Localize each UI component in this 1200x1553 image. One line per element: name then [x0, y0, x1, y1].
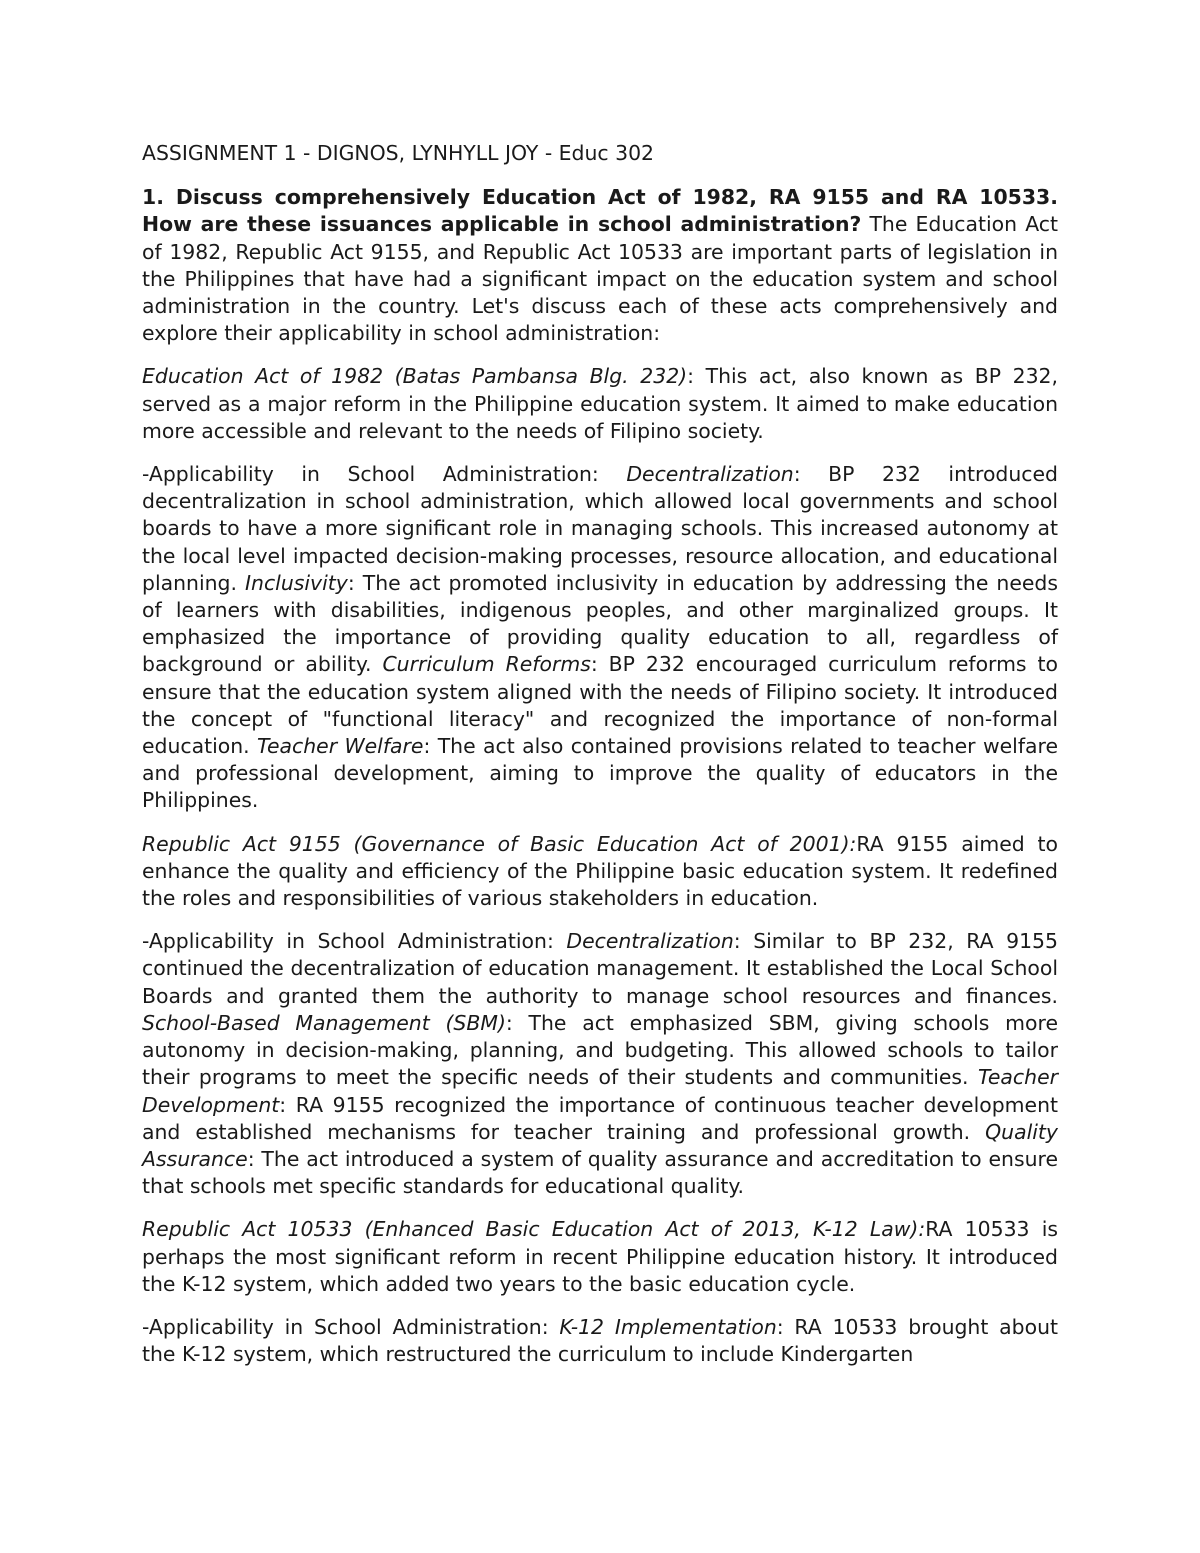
- ra9155-term-decentralization: Decentralization: [566, 929, 734, 954]
- ra9155-desc-sbm: : The act emphasized SBM, giving schools more autonomy in decision-making, planning, and budgeting. This allowed schools to tailor their programs to meet the specific needs of their students and communities.: [142, 1010, 1058, 1090]
- bp232-term-teacher-welfare: Teacher Welfare: [257, 734, 424, 759]
- bp232-desc-inclusivity: : The act promoted inclusivity in education by addressing the needs of learners with disabilities, indigenous peoples, and other marginalized groups. It emphasized the importance of providing quality education to all, regardless of background or ability.: [142, 570, 1058, 677]
- ra9155-paragraph: [142, 831, 1058, 913]
- ra9155-app-lead: -Applicability in School Administration:: [142, 929, 567, 954]
- ra9155-desc-decentralization: : Similar to BP 232, RA 9155 continued the decentralization of education management. It established the Local School Boards and granted them the authority to manage school resources and finances.: [142, 929, 1058, 1008]
- ra9155-term-sbm: School-Based Management (SBM): [142, 1010, 506, 1035]
- ra10533-app-lead: -Applicability in School Administration:: [142, 1314, 560, 1339]
- ra10533-text: RA 10533 is perhaps the most significant reform in recent Philippine education history. It introduced the K-12 system, which added two years to the basic education cycle.: [142, 1217, 1058, 1296]
- bp232-desc-decentralization: : BP 232 introduced decentralization in school administration, which allowed local governments and school boards to have a more significant role in managing schools. This increased autonomy at the local level impacted decision-making processes, resource allocation, and educational planning.: [142, 462, 1058, 595]
- bp232-title: Education Act of 1982 (Batas Pambansa Blg. 232): [142, 364, 688, 389]
- ra10533-desc-k12: : RA 10533 brought about the K-12 system, which restructured the curriculum to include Kindergarten: [142, 1314, 1058, 1367]
- answer-intro: The Education Act of 1982, Republic Act 9155, and Republic Act 10533 are important parts of legislation in the Philippines that have had a significant impact on the education system and school administration in the country. Let's discuss each of these acts comprehensively and explore their applicability in school administration:: [142, 212, 1058, 346]
- ra9155-term-quality-assurance: Quality Assurance: [142, 1119, 1058, 1171]
- ra9155-desc-quality-assurance: : The act introduced a system of quality assurance and accreditation to ensure that schools met specific standards for educational quality.: [142, 1146, 1058, 1199]
- bp232-desc-curriculum: : BP 232 encouraged curriculum reforms to ensure that the education system aligned with the needs of Filipino society. It introduced the concept of "functional literacy" and recognized the importance of non-formal education.: [142, 652, 1058, 759]
- bp232-term-curriculum: Curriculum Reforms: [382, 652, 591, 677]
- ra9155-desc-teacher-development: : RA 9155 recognized the importance of continuous teacher development and established mechanisms for teacher training and professional growth.: [142, 1092, 1058, 1144]
- bp232-term-inclusivity: Inclusivity: [245, 570, 348, 595]
- bp232-paragraph: [142, 363, 1058, 445]
- ra9155-term-teacher-development: Teacher Development: [142, 1065, 1058, 1117]
- question-paragraph: [142, 184, 1058, 347]
- ra9155-applicability-paragraph: [142, 928, 1058, 1200]
- ra10533-applicability-paragraph: [142, 1314, 1058, 1368]
- bp232-text: : This act, also known as BP 232, served as a major reform in the Philippine education system. It aimed to make education more accessible and relevant to the needs of Filipino society.: [142, 364, 1059, 443]
- ra10533-term-k12: K-12 Implementation: [559, 1314, 777, 1339]
- bp232-desc-teacher-welfare: : The act also contained provisions related to teacher welfare and professional development, aiming to improve the quality of educators in the Philippines.: [142, 734, 1058, 813]
- ra10533-paragraph: [142, 1216, 1058, 1298]
- bp232-applicability-paragraph: [142, 461, 1058, 815]
- bp232-app-lead: -Applicability in School Administration:: [142, 462, 627, 487]
- document-page: [142, 140, 1058, 1384]
- question-text: 1. Discuss comprehensively Education Act of 1982, RA 9155 and RA 10533. How are these issuances applicable in school administration?: [142, 185, 1058, 237]
- ra9155-title: Republic Act 9155 (Governance of Basic Education Act of 2001):: [142, 831, 857, 856]
- ra9155-text: RA 9155 aimed to enhance the quality and efficiency of the Philippine basic education system. It redefined the roles and responsibilities of various stakeholders in education.: [142, 831, 1058, 911]
- ra10533-title: Republic Act 10533 (Enhanced Basic Education Act of 2013, K-12 Law):: [142, 1217, 926, 1242]
- assignment-heading: ASSIGNMENT 1 - DIGNOS, LYNHYLL JOY - Educ 302: [142, 141, 655, 165]
- bp232-term-decentralization: Decentralization: [626, 462, 794, 487]
